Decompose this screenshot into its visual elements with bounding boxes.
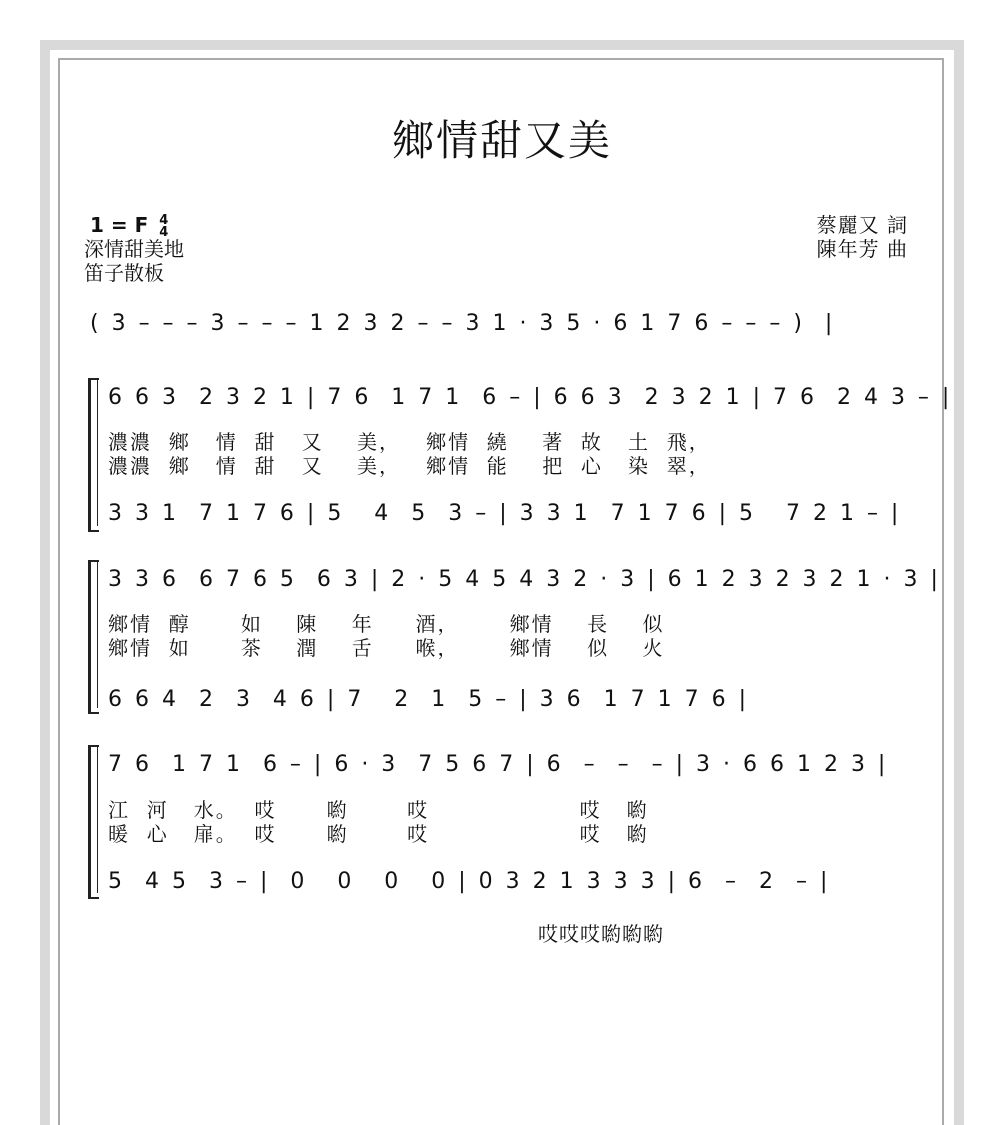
melody-line	[0, 745, 1004, 785]
lyrics-verse-1: 濃濃 鄉 情 甜 又 美， 鄉情 繞 著 故 土 飛，	[108, 430, 711, 454]
bass-line	[0, 862, 1004, 902]
time-bottom: 4	[159, 224, 169, 240]
bass-line	[0, 680, 1004, 720]
lyricist-credit: 蔡麗又 詞	[816, 213, 908, 237]
lyrics-verse-1: 江 河 水。 哎 喲 哎 哎 喲	[108, 798, 649, 822]
lyrics-verse-2: 鄉情 如 茶 潤 舌 喉， 鄉情 似 火	[108, 636, 665, 660]
key-signature	[90, 214, 168, 239]
lyrics-verse-2: 濃濃 鄉 情 甜 又 美， 鄉情 能 把 心 染 翠，	[108, 454, 711, 478]
bass-notes: 6 6 4 2 3 4 6 | 7 2 1 5 – | 3 6 1 7 1 7 6 |	[108, 687, 749, 712]
time-top: 4	[159, 212, 169, 228]
key-prefix: 1 = F	[90, 213, 149, 237]
lyrics-verse-2: 暖 心 扉。 哎 喲 哎 哎 喲	[108, 822, 649, 846]
time-signature	[159, 212, 169, 240]
intro-instruction: 笛子散板	[84, 261, 164, 285]
bass-notes: 5 4 5 3 – | 0 0 0 0 | 0 3 2 1 3 3 3 | 6 – 2 – |	[108, 869, 831, 894]
melody-line	[0, 560, 1004, 600]
bass-notes: 3 3 1 7 1 7 6 | 5 4 5 3 – | 3 3 1 7 1 7 6 | 5 7 2 1 – |	[108, 501, 902, 526]
bass-line	[0, 494, 1004, 534]
melody-notes: 7 6 1 7 1 6 – | 6 · 3 7 5 6 7 | 6 – – – | 3 · 6 6 1 2 3 |	[108, 752, 889, 777]
tempo-marking: 深情甜美地	[84, 237, 184, 261]
melody-notes: 6 6 3 2 3 2 1 | 7 6 1 7 1 6 – | 6 6 3 2 3 2 1 | 7 6 2 4 3 – |	[108, 385, 953, 410]
melody-line	[0, 378, 1004, 418]
song-title: 鄉情甜又美	[391, 116, 612, 165]
melody-notes: 3 3 6 6 7 6 5 6 3 | 2 · 5 4 5 4 3 2 · 3 | 6 1 2 3 2 3 2 1 · 3 |	[108, 567, 941, 592]
interlude-lyrics: 哎哎哎喲喲喲	[538, 922, 664, 946]
composer-credit: 陳年芳 曲	[816, 237, 908, 261]
lyrics-verse-1: 鄉情 醇 如 陳 年 酒， 鄉情 長 似	[108, 612, 665, 636]
prelude-line: ( 3 – – – 3 – – – 1 2 3 2 – – 3 1 · 3 5 · 6 1 7 6 – – – ) |	[90, 311, 836, 336]
